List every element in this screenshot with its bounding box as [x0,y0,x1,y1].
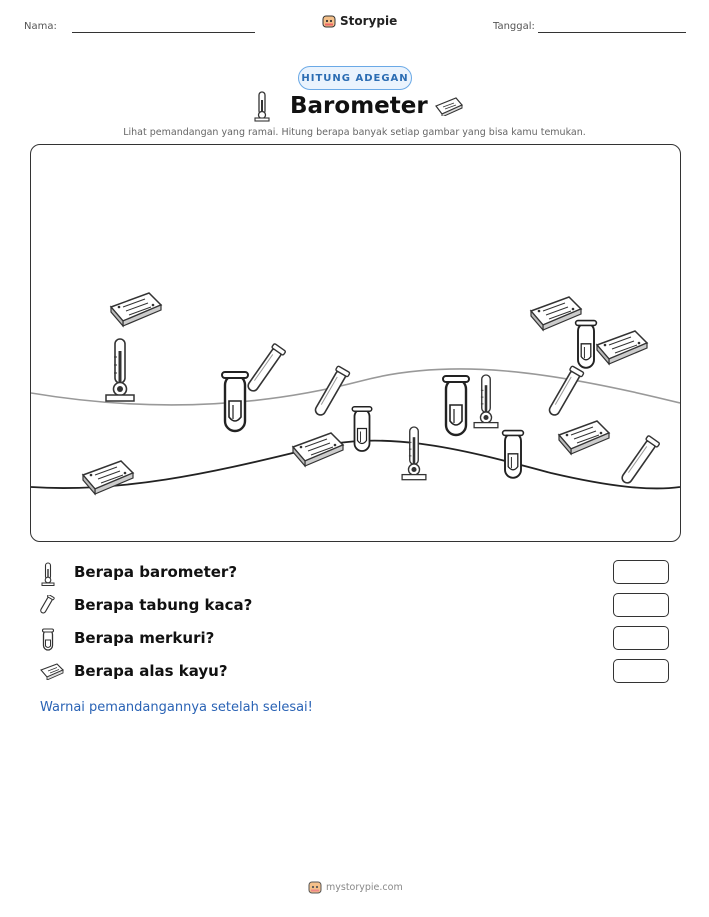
wooden-base [83,461,133,494]
answer-box[interactable] [613,659,669,683]
question-text: Berapa tabung kaca? [74,596,253,614]
counting-scene [30,144,681,542]
date-field-line[interactable] [538,32,686,33]
barometer [402,427,426,480]
mercury-vial [352,407,372,451]
date-label: Tanggal: [493,21,535,32]
wooden-base [293,433,343,466]
mercury-vial [576,321,597,368]
wooden-base-icon [434,96,464,116]
question-row [38,593,678,619]
page-title: Barometer [290,93,428,119]
wooden-base [559,421,609,454]
scene-illustration [31,145,680,541]
wooden-base-icon [39,662,65,680]
name-label: Nama: [24,21,57,32]
brand-name: Storypie [340,14,398,28]
thermometer-barometer-icon [252,90,272,122]
glass-tube [619,435,660,486]
mercury-vial [443,376,469,435]
instruction-text: Lihat pemandangan yang ramai. Hitung berapa banyak setiap gambar yang bisa kamu temukan. [123,127,586,138]
glass-tube [312,366,350,418]
mercury-vial [503,431,524,478]
question-row [38,659,678,685]
question-text: Berapa alas kayu? [74,662,228,680]
mercury-vial [222,372,248,431]
answer-box[interactable] [613,560,669,584]
barometer [474,375,498,428]
question-row [38,560,678,586]
wooden-base [597,331,647,364]
storypie-mascot-icon [322,14,336,28]
wooden-base [111,293,161,326]
name-field-line[interactable] [72,32,255,33]
glass-tube [546,366,584,418]
activity-badge: HITUNG ADEGAN [298,66,412,90]
wooden-base [531,297,581,330]
question-text: Berapa merkuri? [74,629,215,647]
question-row [38,626,678,652]
barometer [106,339,134,401]
closing-note: Warnai pemandangannya setelah selesai! [40,700,313,715]
thermometer-barometer-icon [40,562,56,586]
mercury-vial-icon [40,628,56,652]
glass-tube [245,343,286,394]
footer [308,880,403,894]
glass-tube-icon [40,595,58,617]
footer-url[interactable]: mystorypie.com [326,881,403,893]
question-text: Berapa barometer? [74,563,238,581]
brand-logo [322,14,397,28]
answer-box[interactable] [613,593,669,617]
storypie-mascot-icon [308,880,322,894]
answer-box[interactable] [613,626,669,650]
